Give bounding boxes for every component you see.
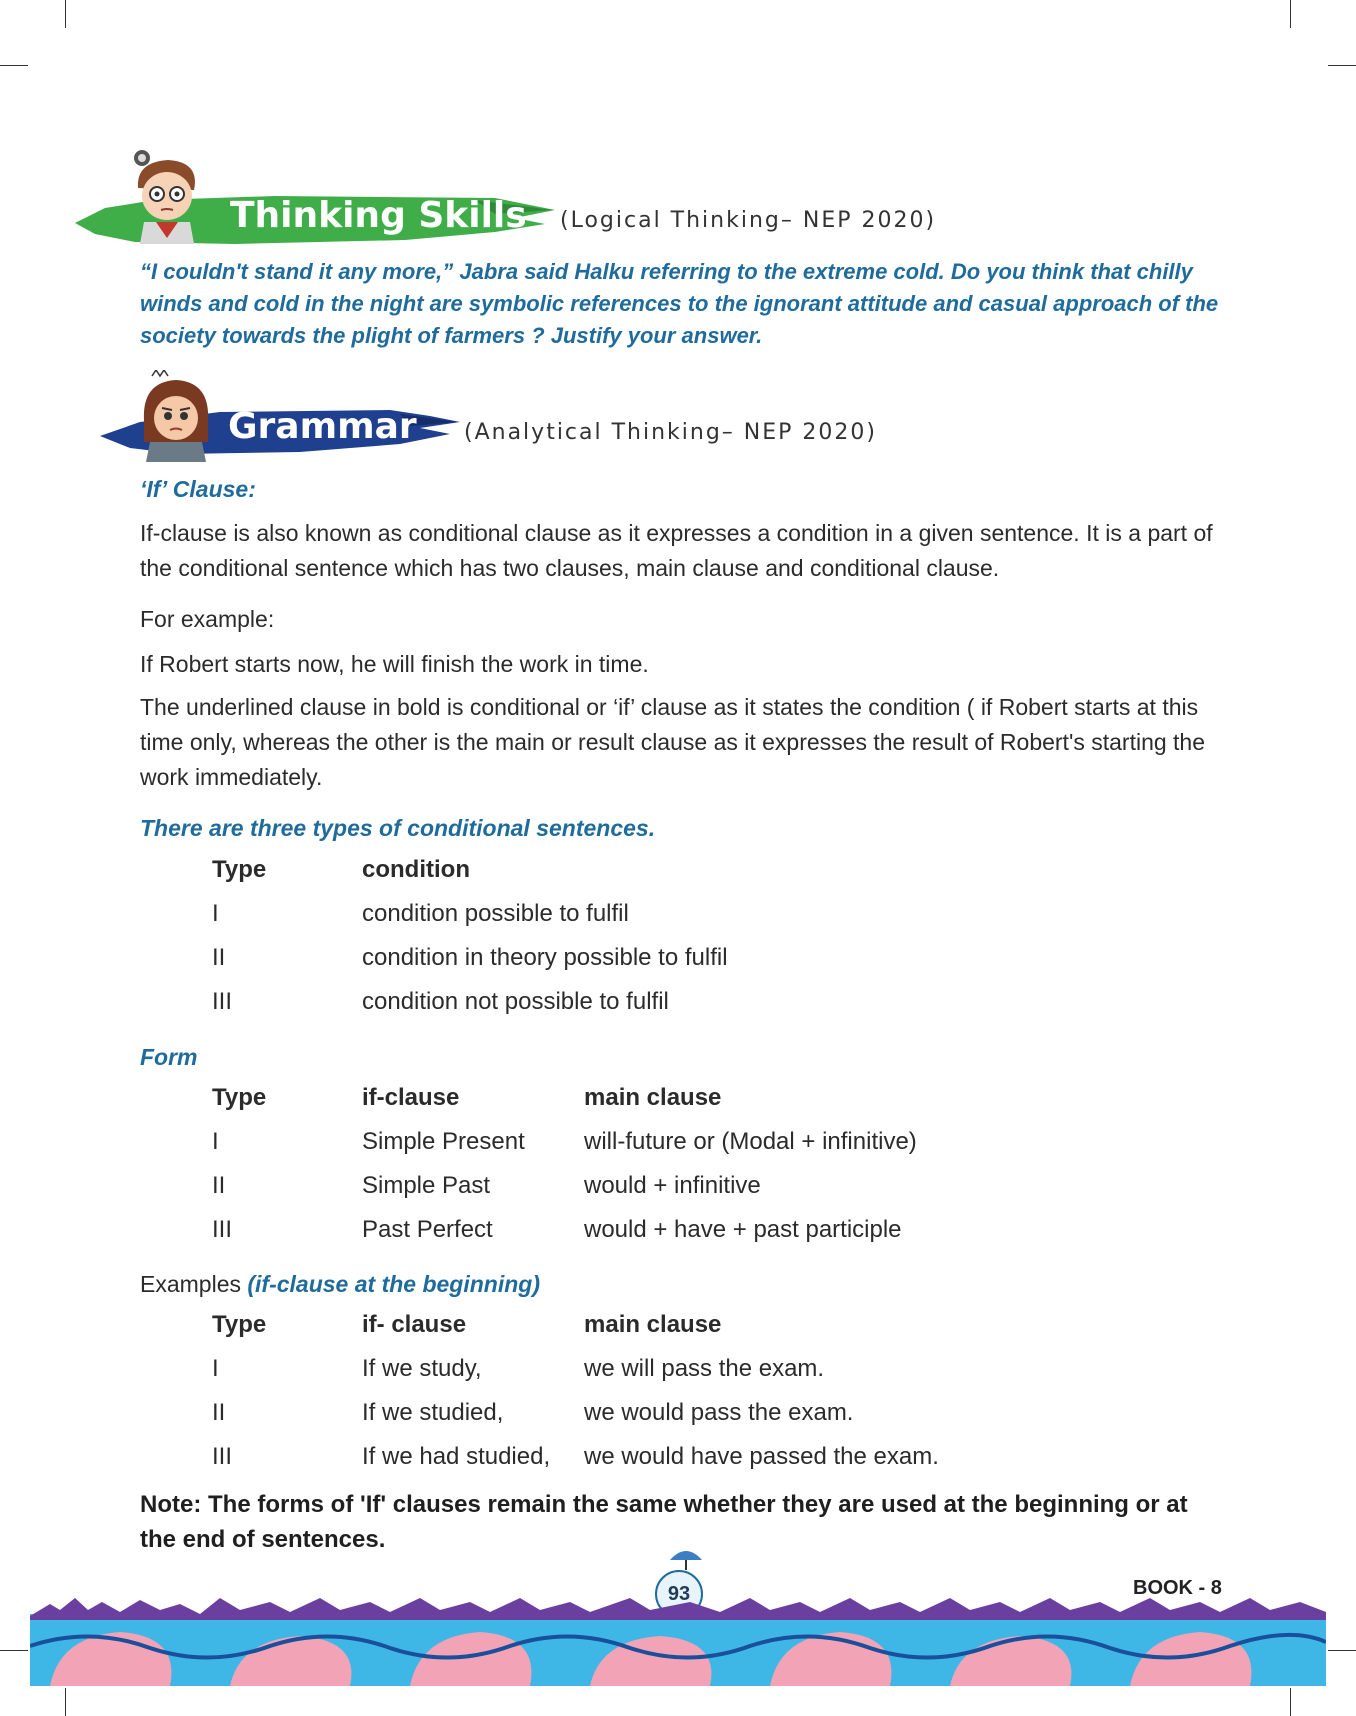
table-header-cell: Type xyxy=(212,856,267,883)
crop-mark xyxy=(1328,1650,1356,1651)
table-cell: II xyxy=(212,944,226,971)
table-header-row xyxy=(212,856,912,900)
table-row xyxy=(212,1443,1112,1487)
table-cell: III xyxy=(212,1443,233,1470)
table-cell: we would pass the exam. xyxy=(584,1399,854,1426)
boy-character-icon xyxy=(128,148,206,244)
thinking-skills-title: Thinking Skills xyxy=(230,195,527,236)
girl-character-icon xyxy=(138,370,214,462)
table-cell: I xyxy=(212,1355,219,1382)
explanation-paragraph: The underlined clause in bold is conditional or ‘if’ clause as it states the condition ( if Robert starts at this time only, whereas the other is the main or result clause as it expresses the result of Robert's starting the work immediately. xyxy=(140,694,1206,790)
table-cell: III xyxy=(212,988,233,1015)
page-number: 93 xyxy=(655,1570,703,1618)
table-cell: would + have + past participle xyxy=(584,1216,902,1243)
table-row xyxy=(212,1216,1112,1260)
examples-table xyxy=(212,1311,1112,1487)
table-cell: I xyxy=(212,900,219,927)
decorative-footer-band xyxy=(30,1596,1326,1686)
types-table xyxy=(212,856,912,1032)
crop-mark xyxy=(0,65,28,66)
table-header-cell: condition xyxy=(362,856,470,883)
table-row xyxy=(212,900,912,944)
thinking-skills-subtitle: (Logical Thinking– NEP 2020) xyxy=(560,208,937,233)
table-cell: Past Perfect xyxy=(362,1216,493,1243)
table-row xyxy=(212,1128,1112,1172)
examples-emphasis: (if-clause at the beginning) xyxy=(247,1271,540,1297)
table-cell: condition not possible to fulfil xyxy=(362,988,669,1015)
table-header-cell: if-clause xyxy=(362,1084,460,1111)
examples-line xyxy=(140,1267,1225,1302)
grammar-subtitle: (Analytical Thinking– NEP 2020) xyxy=(464,420,877,445)
table-cell: Simple Present xyxy=(362,1128,525,1155)
table-cell: we will pass the exam. xyxy=(584,1355,825,1382)
table-cell: If we studied, xyxy=(362,1399,504,1426)
table-row xyxy=(212,1355,1112,1399)
table-cell: If we study, xyxy=(362,1355,482,1382)
table-cell: If we had studied, xyxy=(362,1443,551,1470)
table-header-row xyxy=(212,1084,1112,1128)
crop-mark xyxy=(1290,0,1291,28)
crop-mark xyxy=(65,0,66,28)
table-cell: II xyxy=(212,1172,226,1199)
if-clause-heading: ‘If’ Clause: xyxy=(140,476,256,502)
book-label: BOOK - 8 xyxy=(1133,1577,1222,1599)
form-table xyxy=(212,1084,1112,1260)
table-row xyxy=(212,944,912,988)
crop-mark xyxy=(1290,1688,1291,1716)
table-cell: will-future or (Modal + infinitive) xyxy=(584,1128,917,1155)
if-clause-intro: If-clause is also known as conditional clause as it expresses a condition in a given sentence. It is a part of the conditional sentence which has two clauses, main clause and conditional clause. xyxy=(140,520,1213,581)
table-header-cell: main clause xyxy=(584,1311,722,1338)
table-cell: would + infinitive xyxy=(584,1172,761,1199)
table-cell: I xyxy=(212,1128,219,1155)
table-header-cell: Type xyxy=(212,1311,267,1338)
example-sentence: If Robert starts now, he will finish the work in time. xyxy=(140,651,649,677)
examples-label: Examples xyxy=(140,1271,241,1297)
crop-mark xyxy=(1328,65,1356,66)
form-heading: Form xyxy=(140,1044,198,1070)
table-cell: Simple Past xyxy=(362,1172,491,1199)
table-row xyxy=(212,1399,1112,1443)
table-cell: III xyxy=(212,1216,233,1243)
table-cell: II xyxy=(212,1399,226,1426)
table-cell: we would have passed the exam. xyxy=(584,1443,939,1470)
table-cell: condition possible to fulfil xyxy=(362,900,629,927)
crop-mark xyxy=(0,1650,28,1651)
types-heading: There are three types of conditional sentences. xyxy=(140,815,656,841)
table-row xyxy=(212,988,912,1032)
thinking-question: “I couldn't stand it any more,” Jabra said Halku referring to the extreme cold. Do you think that chilly winds and cold in the night are symbolic references to the ignorant attitude and casual approach of the society towards the plight of farmers ? Justify your answer. xyxy=(140,259,1219,348)
table-header-cell: if- clause xyxy=(362,1311,467,1338)
note-paragraph: Note: The forms of 'If' clauses remain the same whether they are used at the beginning or at the end of sentences. xyxy=(140,1491,1188,1553)
table-header-row xyxy=(212,1311,1112,1355)
table-cell: condition in theory possible to fulfil xyxy=(362,944,728,971)
table-header-cell: Type xyxy=(212,1084,267,1111)
umbrella-icon xyxy=(668,1546,704,1572)
for-example-label: For example: xyxy=(140,606,275,632)
table-header-cell: main clause xyxy=(584,1084,722,1111)
table-row xyxy=(212,1172,1112,1216)
crop-mark xyxy=(65,1688,66,1716)
grammar-title: Grammar xyxy=(228,406,417,447)
